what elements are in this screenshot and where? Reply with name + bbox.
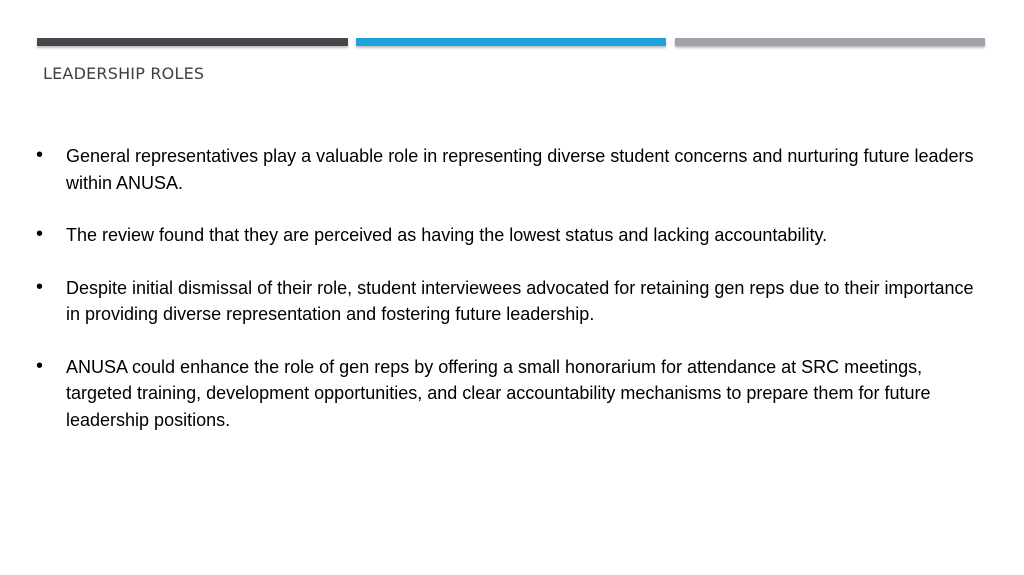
bullet-icon: • (36, 275, 44, 298)
bullet-icon: • (36, 144, 44, 166)
bullet-icon: • (36, 354, 44, 377)
bullet-item (34, 354, 984, 434)
bullet-icon: • (36, 223, 44, 245)
bullet-text: Despite initial dismissal of their role, student interviewees advocated for retaining gen reps due to their importance in providing diverse representation and fostering future leadership. (66, 277, 974, 324)
bullet-item (34, 143, 984, 196)
bullet-text: General representatives play a valuable role in representing diverse student concerns and nurturing future leaders within ANUSA. (66, 146, 974, 193)
bullet-list (34, 143, 984, 459)
header-bar-dark (37, 38, 348, 46)
bullet-item (34, 275, 984, 328)
bullet-text: ANUSA could enhance the role of gen reps by offering a small honorarium for attendance at SRC meetings, targeted training, development opportunities, and clear accountability mechanisms to prepare them for future leadership positions. (66, 356, 931, 430)
header-bar-gray (675, 38, 985, 46)
slide-title: LEADERSHIP ROLES (43, 64, 205, 83)
header-bar-blue (356, 38, 666, 46)
bullet-text: The review found that they are perceived as having the lowest status and lacking accountability. (66, 225, 828, 245)
bullet-item (34, 222, 984, 249)
